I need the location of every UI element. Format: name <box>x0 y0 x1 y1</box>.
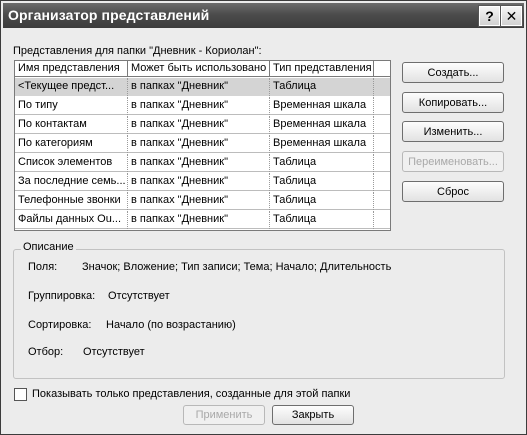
view-type-cell: Таблица <box>270 211 374 229</box>
dialog-title: Организатор представлений <box>8 7 210 23</box>
usable-in-cell: в папках "Дневник" <box>128 78 270 96</box>
column-header-usable-in[interactable]: Может быть использовано <box>128 61 270 77</box>
title-bar[interactable] <box>3 3 524 28</box>
view-type-cell: Таблица <box>270 78 374 96</box>
rename-button[interactable]: Переименовать... <box>402 151 504 172</box>
usable-in-cell: в папках "Дневник" <box>128 192 270 210</box>
filter-label: Отбор: <box>28 346 64 358</box>
copy-button[interactable]: Копировать... <box>402 92 504 113</box>
table-header <box>15 61 390 77</box>
apply-button[interactable]: Применить <box>183 405 265 425</box>
view-name-cell: <Текущее предст... <box>15 78 128 96</box>
fields-value: Значок; Вложение; Тип записи; Тема; Начало; Длительность <box>82 261 392 273</box>
sorting-value: Начало (по возрастанию) <box>106 319 236 331</box>
filler-cell <box>374 97 390 115</box>
close-icon: ✕ <box>505 7 518 24</box>
modify-button[interactable]: Изменить... <box>402 121 504 142</box>
view-type-cell: Таблица <box>270 192 374 210</box>
view-type-cell: Временная шкала <box>270 97 374 115</box>
table-row[interactable] <box>15 211 390 229</box>
usable-in-cell: в папках "Дневник" <box>128 116 270 134</box>
close-window-button[interactable] <box>501 6 522 26</box>
filler-cell <box>374 154 390 172</box>
view-type-cell: Таблица <box>270 154 374 172</box>
fields-label: Поля: <box>28 261 58 273</box>
grouping-label: Группировка: <box>28 290 96 302</box>
usable-in-cell: в папках "Дневник" <box>128 97 270 115</box>
table-row[interactable] <box>15 192 390 210</box>
view-name-cell: Телефонные звонки <box>15 192 128 210</box>
views-list-caption: Представления для папки "Дневник - Кориолан": <box>13 45 262 57</box>
filter-value: Отсутствует <box>83 346 145 358</box>
column-header-filler <box>374 61 390 77</box>
view-name-cell: Файлы данных Ou... <box>15 211 128 229</box>
table-row-selected[interactable] <box>15 78 390 96</box>
filler-cell <box>374 135 390 153</box>
view-name-cell: За последние семь... <box>15 173 128 191</box>
view-type-cell: Временная шкала <box>270 116 374 134</box>
filler-cell <box>374 116 390 134</box>
description-legend: Описание <box>23 241 74 253</box>
table-row[interactable] <box>15 97 390 115</box>
filler-cell <box>374 173 390 191</box>
reset-button[interactable]: Сброс <box>402 181 504 202</box>
close-button[interactable]: Закрыть <box>272 405 354 425</box>
usable-in-cell: в папках "Дневник" <box>128 135 270 153</box>
column-header-view-type[interactable]: Тип представления <box>270 61 374 77</box>
only-this-folder-checkbox[interactable] <box>14 388 27 401</box>
views-table[interactable] <box>14 60 391 231</box>
sorting-label: Сортировка: <box>28 319 92 331</box>
view-name-cell: По категориям <box>15 135 128 153</box>
usable-in-cell: в папках "Дневник" <box>128 211 270 229</box>
create-button[interactable]: Создать... <box>402 62 504 83</box>
filler-cell <box>374 78 390 96</box>
table-row[interactable] <box>15 135 390 153</box>
view-name-cell: По типу <box>15 97 128 115</box>
usable-in-cell: в папках "Дневник" <box>128 154 270 172</box>
filler-cell <box>374 192 390 210</box>
table-row[interactable] <box>15 116 390 134</box>
view-name-cell: По контактам <box>15 116 128 134</box>
column-header-name[interactable]: Имя представления <box>15 61 128 77</box>
filler-cell <box>374 211 390 229</box>
view-type-cell: Временная шкала <box>270 135 374 153</box>
table-row[interactable] <box>15 154 390 172</box>
question-mark-icon: ? <box>485 8 494 24</box>
table-row[interactable] <box>15 173 390 191</box>
only-this-folder-label[interactable]: Показывать только представления, созданные для этой папки <box>32 388 351 400</box>
grouping-value: Отсутствует <box>108 290 170 302</box>
help-button[interactable] <box>479 6 500 26</box>
usable-in-cell: в папках "Дневник" <box>128 173 270 191</box>
view-type-cell: Таблица <box>270 173 374 191</box>
view-name-cell: Список элементов <box>15 154 128 172</box>
